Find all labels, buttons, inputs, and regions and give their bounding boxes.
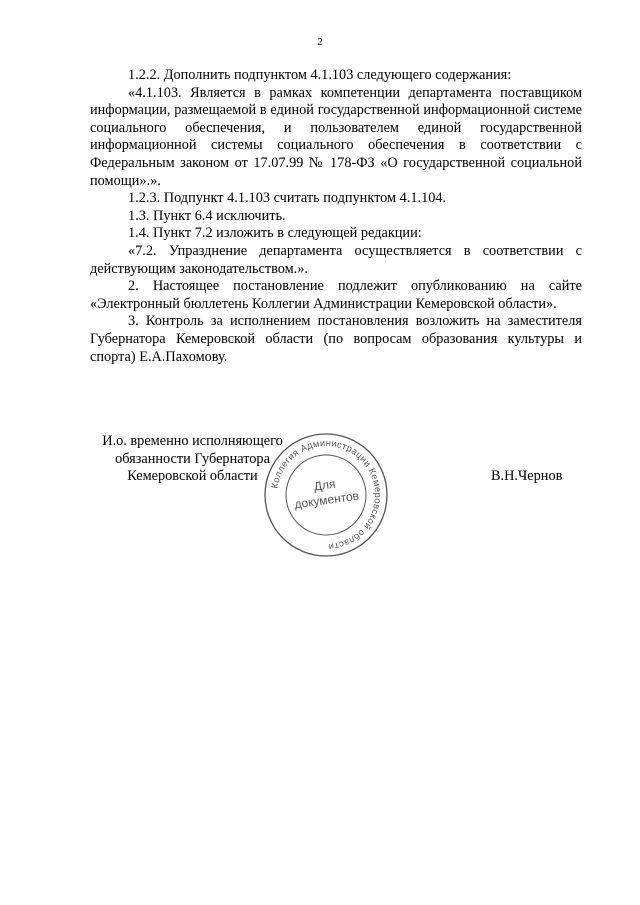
document-body <box>90 67 582 366</box>
signature-title-line: Кемеровской области <box>127 468 258 485</box>
stamp-inner-line: Для <box>312 476 337 494</box>
signature-title-line: обязанности Губернатора <box>115 450 270 467</box>
paragraph: 1.3. Пункт 6.4 исключить. <box>128 207 286 224</box>
paragraph: 3. Контроль за исполнением постановления возложить на заместителя Губернатора Кемеровской области (по вопросам образования культуры и спорта) Е.А.Пахомову. <box>90 313 582 365</box>
official-stamp <box>262 431 390 559</box>
paragraph: 1.2.3. Подпункт 4.1.103 считать подпунктом 4.1.104. <box>128 190 447 207</box>
paragraph: «4.1.103. Является в рамках компетенции департамента поставщиком информации, размещаемой в единой государственной информационной системе социального обеспечения, и пользователем единой государственной информационной системы социального обеспечения в соответствии с Федеральным законом от 17.07.99 № 178-ФЗ «О государственной социальной помощи».». <box>90 84 582 189</box>
paragraph: 1.2.2. Дополнить подпунктом 4.1.103 следующего содержания: <box>128 67 512 83</box>
signature-title-line: И.о. временно исполняющего <box>102 433 283 449</box>
signatory-name: В.Н.Чернов <box>491 468 563 484</box>
paragraph: 2. Настоящее постановление подлежит опубликованию на сайте «Электронный бюллетень Коллегии Администрации Кемеровской области». <box>90 278 582 312</box>
stamp-ring-text: Коллегия Администрации Кемеровской области <box>269 437 384 553</box>
page-number: 2 <box>317 36 323 48</box>
paragraph: 1.4. Пункт 7.2 изложить в следующей редакции: <box>128 225 422 242</box>
paragraph: «7.2. Упразднение департамента осуществляется в соответствии с действующим законодательством.». <box>90 242 582 277</box>
stamp-inner-line: документов <box>293 488 360 512</box>
